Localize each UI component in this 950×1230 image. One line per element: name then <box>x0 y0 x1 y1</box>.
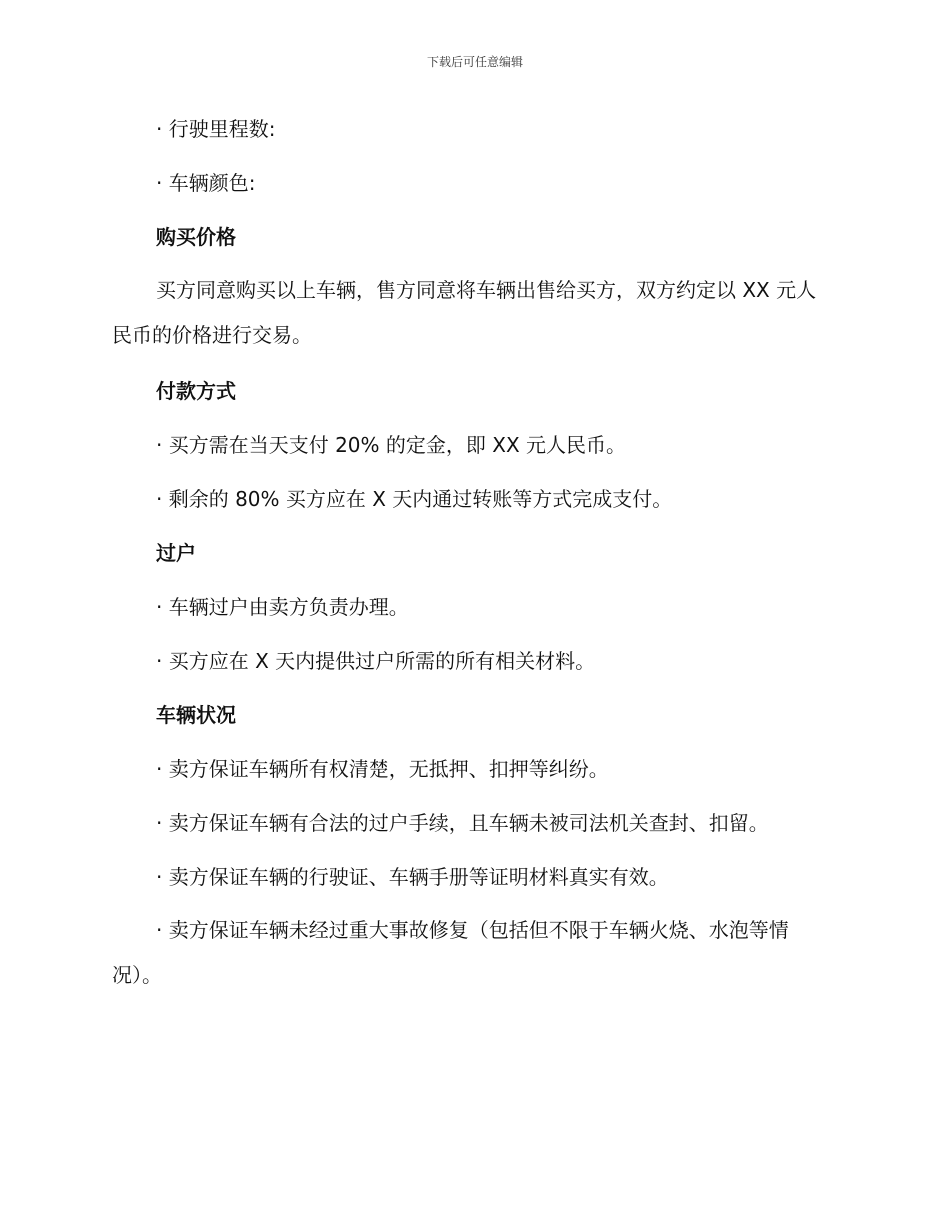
paragraph-price-agreement: 买方同意购买以上车辆，售方同意将车辆出售给买方，双方约定以 XX 元人民币的价格进行交易。 <box>112 278 817 347</box>
bullet-documents: · 卖方保证车辆的行驶证、车辆手册等证明材料真实有效。 <box>156 865 669 889</box>
bullet-color: · 车辆颜色: <box>156 171 256 195</box>
bullet-legal-procedures: · 卖方保证车辆有合法的过户手续，且车辆未被司法机关查封、扣留。 <box>156 811 769 835</box>
heading-vehicle-condition: 车辆状况 <box>156 703 236 727</box>
bullet-mileage: · 行驶里程数: <box>156 117 276 141</box>
paragraph-accident-guarantee: · 卖方保证车辆未经过重大事故修复（包括但不限于车辆火烧、水泡等情况）。 <box>112 918 789 987</box>
bullet-ownership: · 卖方保证车辆所有权清楚，无抵押、扣押等纠纷。 <box>156 757 609 781</box>
bullet-transfer-seller: · 车辆过户由卖方负责办理。 <box>156 595 409 619</box>
heading-payment-method: 付款方式 <box>156 379 236 403</box>
bullet-remaining-payment: · 剩余的 80% 买方应在 X 天内通过转账等方式完成支付。 <box>156 487 673 511</box>
bullet-transfer-materials: · 买方应在 X 天内提供过户所需的所有相关材料。 <box>156 649 596 673</box>
heading-transfer: 过户 <box>156 541 196 565</box>
page-header: 下载后可任意编辑 <box>426 55 523 69</box>
heading-purchase-price: 购买价格 <box>156 225 236 249</box>
bullet-deposit: · 买方需在当天支付 20% 的定金，即 XX 元人民币。 <box>156 433 626 457</box>
document-body <box>112 112 832 1014</box>
